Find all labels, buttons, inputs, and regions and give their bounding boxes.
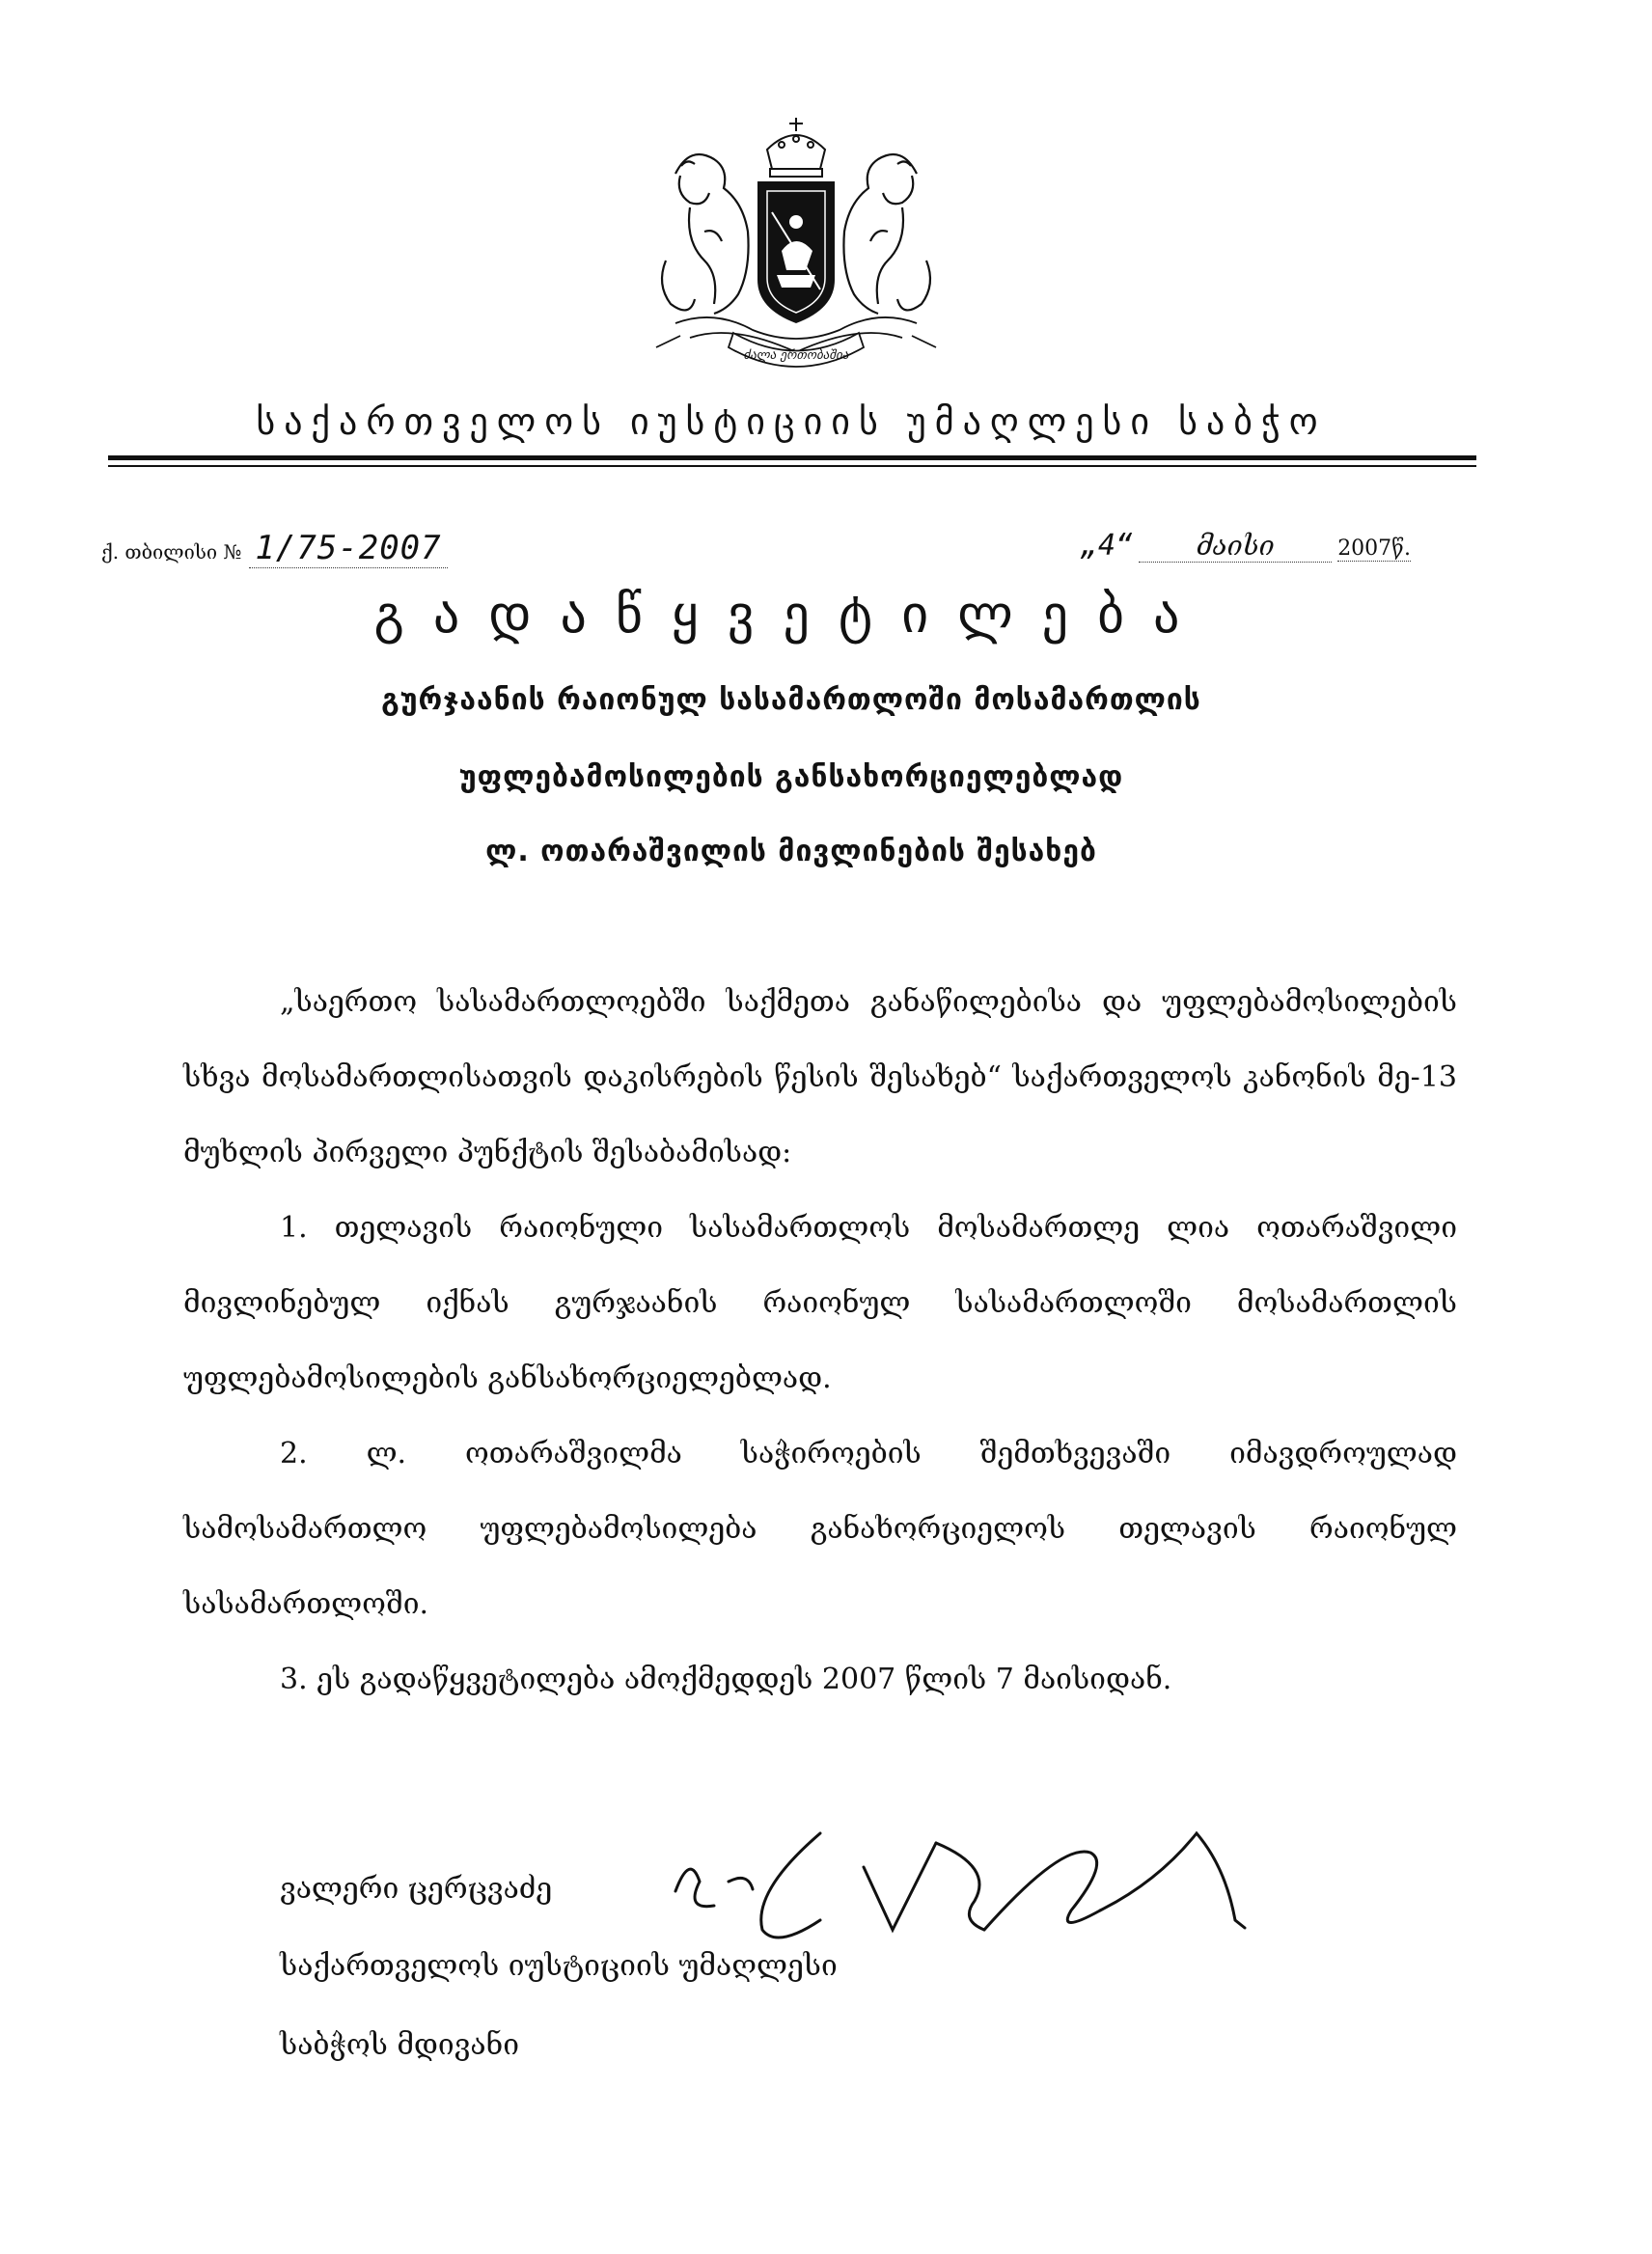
item-2: 2. ლ. ოთარაშვილმა საჭიროების შემთხვევაში იმავდროულად სამოსამართლო უფლებამოსილება განახორციელოს თელავის რაიონულ სასამართლოში.	[183, 1437, 1457, 1621]
subject-line-1: გურჯაანის რაიონულ სასამართლოში მოსამართლის	[381, 683, 1201, 717]
coat-of-arms-icon	[637, 116, 955, 376]
reference-label: ქ. თბილისი №	[101, 540, 242, 564]
reference-line	[101, 529, 448, 568]
date-year: 2007წ.	[1337, 536, 1411, 561]
handwritten-signature	[656, 1814, 1254, 1959]
signatory-title-line-1: საქართველოს იუსტიციის უმაღლესი	[280, 1949, 838, 1983]
council-name: საქართველოს იუსტიციის უმაღლესი საბჭო	[256, 400, 1327, 443]
header-rule-thick	[108, 455, 1476, 460]
item-3: 3. ეს გადაწყვეტილება ამოქმედდეს 2007 წლის 7 მაისიდან.	[280, 1663, 1172, 1696]
date-month: მაისი	[1139, 530, 1332, 563]
signatory-name: ვალერი ცერცვაძე	[280, 1872, 553, 1906]
subject-line-3: ლ. ოთარაშვილის მივლინების შესახებ	[485, 835, 1097, 868]
item-1: 1. თელავის რაიონული სასამართლოს მოსამართლე ლია ოთარაშვილი მივლინებულ იქნას გურჯაანის რაიონულ სასამართლოში მოსამართლის უფლებამოსილების განსახორციელებლად.	[183, 1211, 1457, 1395]
document-type-heading: გადაწყვეტილება	[373, 584, 1209, 645]
signatory-title-line-2: საბჭოს მდივანი	[280, 2028, 519, 2062]
subject-line-2: უფლებამოსილების განსახორციელებლად	[458, 760, 1124, 794]
reference-number: 1/75-2007	[249, 529, 447, 568]
date-line	[1081, 529, 1411, 563]
emblem-motto: ძალა ერთობაშია	[743, 348, 849, 363]
header-rule-thin	[108, 465, 1476, 467]
body-text	[183, 965, 1457, 1718]
preamble-paragraph: „საერთო სასამართლოებში საქმეთა განაწილებისა და უფლებამოსილების სხვა მოსამართლისათვის დაკისრების წესის შესახებ“ საქართველოს კანონის მე-13 მუხლის პირველი პუნქტის შესაბამისად:	[183, 985, 1457, 1169]
date-day: „4“	[1081, 529, 1134, 563]
